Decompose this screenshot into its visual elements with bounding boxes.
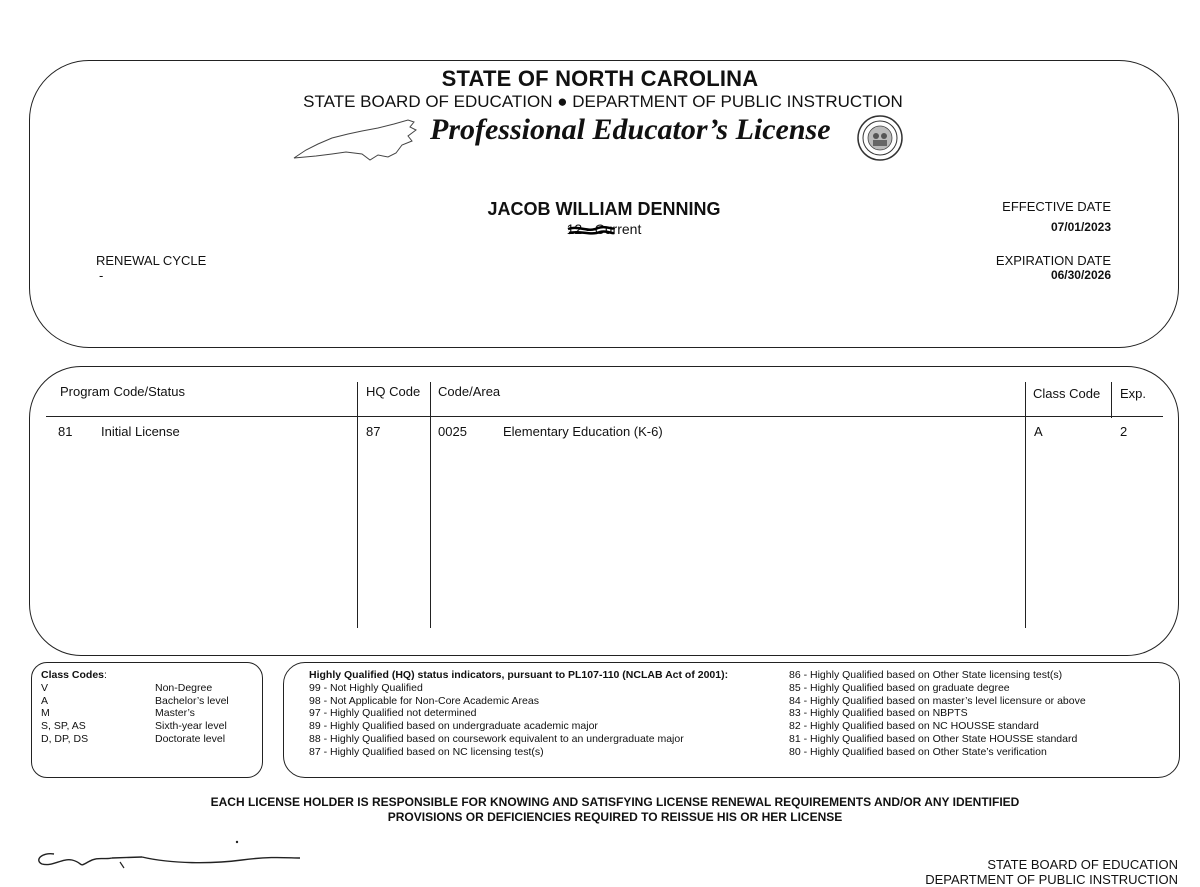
row-program-code: 81 (58, 424, 72, 439)
class-code: S, SP, AS (41, 720, 155, 733)
hq-legend-item: 85 - Highly Qualified based on graduate degree (789, 682, 1169, 695)
class-code-desc: Non-Degree (155, 682, 212, 694)
column-divider (357, 382, 358, 628)
table-header-divider (46, 416, 1163, 417)
class-code: A (41, 695, 155, 708)
column-divider (430, 382, 431, 628)
renewal-cycle-value: - (99, 268, 103, 283)
notice-line: EACH LICENSE HOLDER IS RESPONSIBLE FOR KNOWING AND SATISFYING LICENSE RENEWAL REQUIREMENTS AND/OR ANY IDENTIFIED (0, 795, 1200, 810)
hq-legend-item: 98 - Not Applicable for Non-Core Academic Areas (309, 695, 779, 708)
footer-line: DEPARTMENT OF PUBLIC INSTRUCTION (925, 873, 1178, 887)
hq-legend-item: 88 - Highly Qualified based on coursework equivalent to an undergraduate major (309, 733, 779, 746)
hq-legend-item: 89 - Highly Qualified based on undergraduate academic major (309, 720, 779, 733)
issuing-authority-footer (925, 858, 1178, 887)
class-code: M (41, 707, 155, 720)
header-hq-code: HQ Code (366, 384, 420, 399)
hq-legend-right (789, 669, 1169, 759)
state-title: STATE OF NORTH CAROLINA (0, 66, 1200, 92)
row-program-status: Initial License (101, 424, 180, 439)
renewal-cycle-label: RENEWAL CYCLE (96, 253, 206, 268)
header-program-code-status: Program Code/Status (60, 384, 185, 399)
north-carolina-map-icon (292, 114, 422, 162)
row-area-name: Elementary Education (K-6) (503, 424, 663, 439)
renewal-responsibility-notice (0, 795, 1200, 825)
header-exp: Exp. (1120, 386, 1146, 401)
class-code-desc: Bachelor’s level (155, 695, 229, 707)
hq-legend-left (309, 669, 779, 759)
hq-legend-item: 84 - Highly Qualified based on master’s level licensure or above (789, 695, 1169, 708)
hq-legend-item: 82 - Highly Qualified based on NC HOUSSE standard (789, 720, 1169, 733)
row-area-code: 0025 (438, 424, 467, 439)
hq-legend-item: 99 - Not Highly Qualified (309, 682, 779, 695)
hq-legend-item: 86 - Highly Qualified based on Other State licensing test(s) (789, 669, 1169, 682)
license-areas-table-frame (29, 366, 1179, 656)
hq-legend-item: 80 - Highly Qualified based on Other State’s verification (789, 746, 1169, 759)
class-code: D, DP, DS (41, 733, 155, 746)
hq-legend-item: 83 - Highly Qualified based on NBPTS (789, 707, 1169, 720)
redaction-scribble (566, 224, 616, 238)
expiration-date-label: EXPIRATION DATE (996, 253, 1111, 268)
board-line: STATE BOARD OF EDUCATION ● DEPARTMENT OF PUBLIC INSTRUCTION (0, 92, 1200, 112)
class-code-desc: Master’s (155, 707, 195, 719)
hq-legend-item: 87 - Highly Qualified based on NC licensing test(s) (309, 746, 779, 759)
hq-legend-item: 81 - Highly Qualified based on Other State HOUSSE standard (789, 733, 1169, 746)
license-holder-name: JACOB WILLIAM DENNING (404, 199, 804, 220)
column-divider (1111, 382, 1112, 418)
row-exp: 2 (1120, 424, 1127, 439)
class-code: V (41, 682, 155, 695)
header-code-area: Code/Area (438, 384, 500, 399)
effective-date-value: 07/01/2023 (1051, 220, 1111, 234)
signature-image (32, 836, 312, 876)
notice-line: PROVISIONS OR DEFICIENCIES REQUIRED TO REISSUE HIS OR HER LICENSE (0, 810, 1200, 825)
state-seal-icon (856, 114, 904, 162)
effective-date-label: EFFECTIVE DATE (1002, 199, 1111, 214)
row-class-code: A (1034, 424, 1043, 439)
hq-legend-title: Highly Qualified (HQ) status indicators, pursuant to PL107-110 (NCLAB Act of 2001): (309, 669, 728, 681)
footer-line: STATE BOARD OF EDUCATION (925, 858, 1178, 873)
hq-legend-item: 97 - Highly Qualified not determined (309, 707, 779, 720)
class-codes-legend: Class Codes: V Non-Degree A Bachelor’s level M Master’s S, SP, AS Sixth-year level D, DP, DS Doctorate level (41, 669, 251, 746)
class-codes-title: Class Codes (41, 669, 104, 681)
row-hq-code: 87 (366, 424, 380, 439)
class-code-desc: Sixth-year level (155, 720, 227, 732)
header-class-code: Class Code (1033, 386, 1100, 401)
license-holder-id-status: 12 - Current (504, 221, 704, 237)
column-divider (1025, 382, 1026, 628)
class-code-desc: Doctorate level (155, 733, 225, 745)
license-title: Professional Educator’s License (430, 113, 831, 147)
expiration-date-value: 06/30/2026 (1051, 268, 1111, 282)
